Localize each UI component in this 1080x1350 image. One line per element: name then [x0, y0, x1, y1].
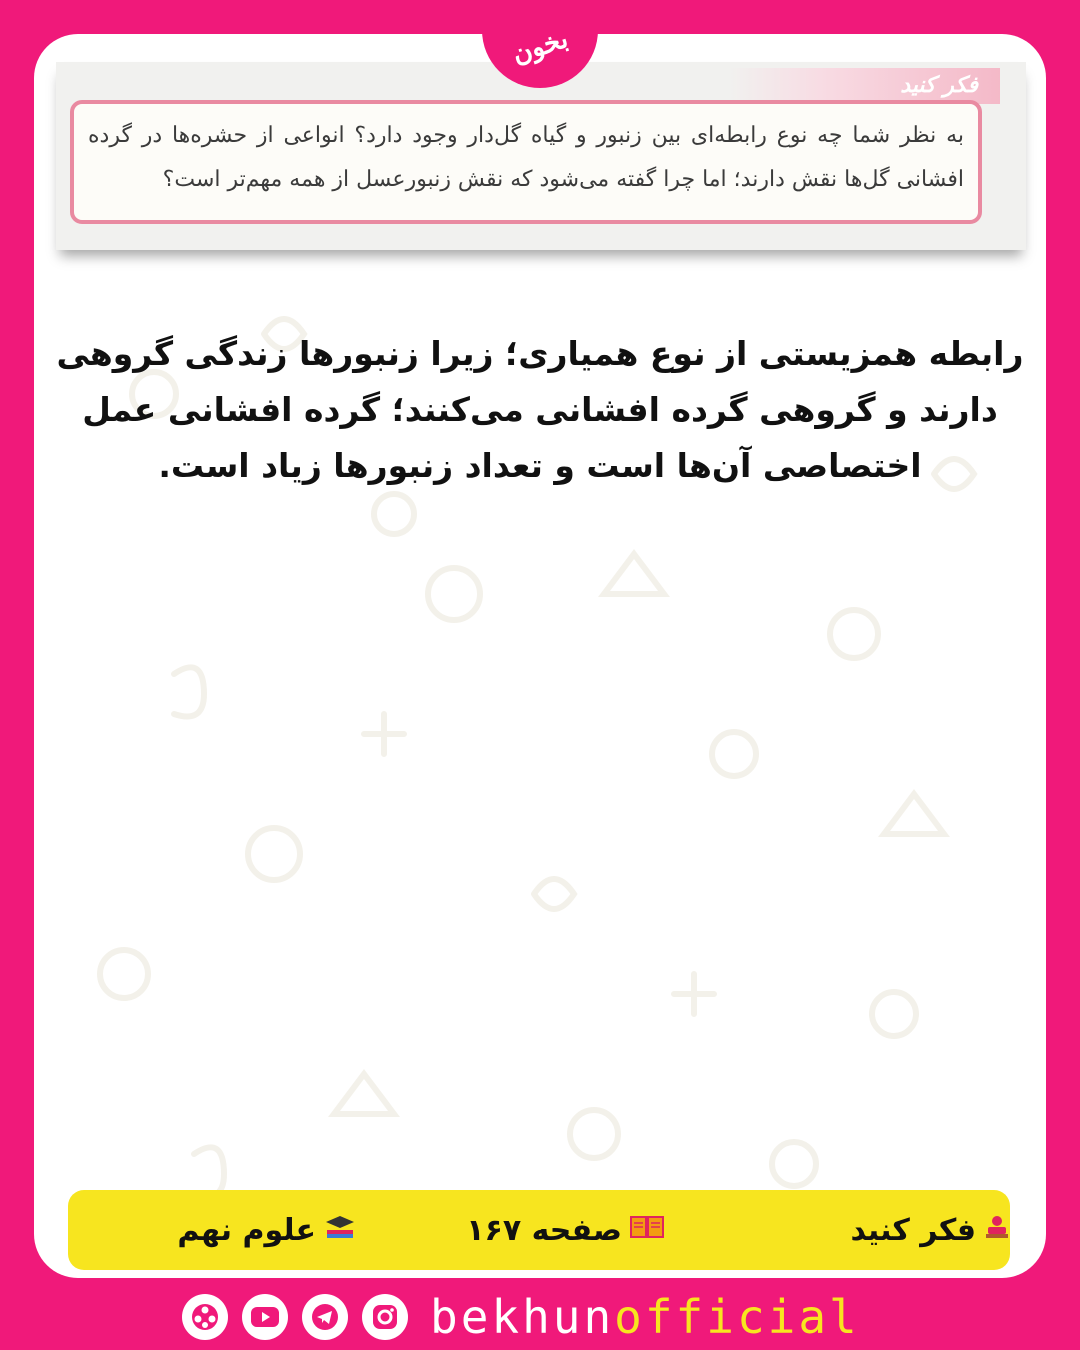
handle-part-2: official — [614, 1290, 860, 1344]
footer-page-label: صفحه ۱۶۷ — [466, 1212, 622, 1248]
graduation-cap-icon — [324, 1214, 356, 1247]
telegram-icon[interactable] — [302, 1294, 348, 1340]
footer-section-label: فکر کنید — [850, 1212, 976, 1248]
answer-text: رابطه همزیستی از نوع همیاری؛ زیرا زنبورها زندگی گروهی دارند و گروهی گرده افشانی می‌کنند؛ گرده افشانی عمل اختصاصی آن‌ها است و تعداد زنبورها زیاد است. — [56, 334, 1024, 485]
open-book-icon — [630, 1214, 664, 1247]
logo-text: بخون — [508, 23, 572, 71]
textbook-header — [730, 68, 1000, 104]
question-box — [70, 100, 982, 224]
handle-part-1: bekhun — [430, 1290, 615, 1344]
footer-section — [851, 1190, 1010, 1270]
question-text: به نظر شما چه نوع رابطه‌ای بین زنبور و گیاه گل‌دار وجود دارد؟ انواعی از حشره‌ها در گرده افشانی گل‌ها نقش دارند؛ اما چرا گفته می‌شود که نقش زنبور‌عسل از همه مهم‌تر است؟ — [88, 123, 964, 192]
textbook-header-label: فکر کنید — [900, 72, 978, 98]
footer-page — [466, 1190, 664, 1270]
footer-subject — [177, 1190, 356, 1270]
textbook-excerpt — [56, 62, 1026, 250]
social-bar — [182, 1292, 860, 1342]
instagram-icon[interactable] — [362, 1294, 408, 1340]
social-handle[interactable] — [430, 1292, 860, 1342]
teacher-icon — [984, 1214, 1010, 1247]
youtube-icon[interactable] — [242, 1294, 288, 1340]
footer-subject-label: علوم نهم — [177, 1212, 316, 1248]
aparat-icon[interactable] — [182, 1294, 228, 1340]
info-bar — [68, 1190, 1010, 1270]
